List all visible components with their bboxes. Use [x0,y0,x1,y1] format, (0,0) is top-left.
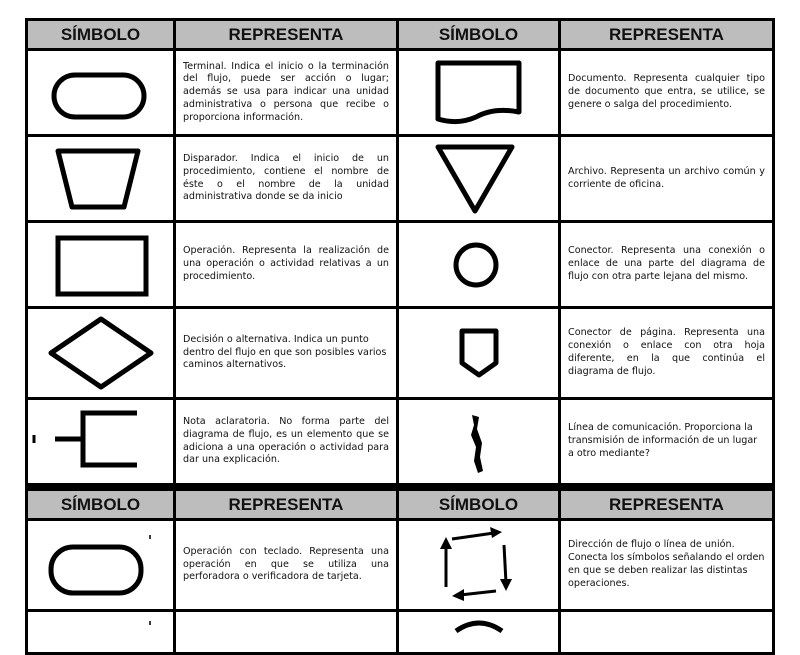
symbol-cell [399,223,558,306]
file-triangle-icon [424,141,534,217]
description-cell: Línea de comunicación. Proporciona la transmisión de información de un lugar a otro mediante? [561,400,772,483]
symbol-cell [28,521,173,609]
symbols-sheet [25,18,775,630]
symbol-cell [28,137,173,220]
header-represents: REPRESENTA [176,21,396,48]
symbol-cell [399,309,558,397]
symbol-cell [399,51,558,134]
symbol-cell [399,521,558,609]
partial-symbol-icon [41,617,161,647]
description-cell: Disparador. Indica el inicio de un procedimiento, contiene el nombre de éste o el nombre de la unidad administrativa donde se da inicio [176,137,396,220]
table-row [28,309,772,397]
symbol-cell [28,612,173,652]
symbol-cell [399,400,558,483]
description-cell [176,612,396,652]
description-cell: Operación con teclado. Representa una operación en que se utiliza una perforadora o verificadora de tarjeta. [176,521,396,609]
description-cell: Operación. Representa la realización de una operación o actividad relativas a un procedimiento. [176,223,396,306]
header-represents: REPRESENTA [561,21,772,48]
description-cell: Terminal. Indica el inicio o la terminación del flujo, puede ser acción o lugar; además se usa para indicar una unidad administrativa o persona que recibe o proporciona información. [176,51,396,134]
symbol-cell [28,223,173,306]
table-row [28,223,772,306]
flow-direction-arrows-icon [424,525,534,605]
table-row [28,612,772,652]
partial-circle-icon [424,617,534,647]
annotation-bracket-icon [31,407,171,477]
header-symbol: SÍMBOLO [399,21,558,48]
description-cell: Conector de página. Representa una conexión o enlace con otra hoja diferente, en la que continúa el diagrama de flujo. [561,309,772,397]
description-cell: Dirección de flujo o línea de unión. Conecta los símbolos señalando el orden en que se deben realizar las distintas operaciones. [561,521,772,609]
symbols-table-1 [25,18,775,486]
description-cell: Nota aclaratoria. No forma parte del diagrama de flujo, es un elemento que se adiciona a una operación o actividad para dar una explicación. [176,400,396,483]
description-cell: Conector. Representa una conexión o enlace de una parte del diagrama de flujo con otra parte lejana del mismo. [561,223,772,306]
header-represents: REPRESENTA [176,491,396,518]
operation-rectangle-icon [46,230,156,300]
symbol-cell [399,137,558,220]
header-symbol: SÍMBOLO [28,491,173,518]
trigger-trapezoid-icon [46,143,156,215]
table-row [28,521,772,609]
description-cell [561,612,772,652]
terminal-icon [46,63,156,123]
header-symbol: SÍMBOLO [28,21,173,48]
header-row [28,21,772,48]
table-row [28,400,772,483]
table-row [28,137,772,220]
description-cell: Decisión o alternativa. Indica un punto dentro del flujo en que son posibles varios caminos alternativos. [176,309,396,397]
symbol-cell [28,400,173,483]
symbol-cell [28,309,173,397]
header-represents: REPRESENTA [561,491,772,518]
header-row [28,491,772,518]
document-icon [424,55,534,130]
decision-diamond-icon [41,313,161,393]
symbol-cell [28,51,173,134]
description-cell: Archivo. Representa un archivo común y corriente de oficina. [561,137,772,220]
keyboard-operation-icon [41,529,161,601]
symbol-cell [399,612,558,652]
connector-circle-icon [424,235,534,295]
header-symbol: SÍMBOLO [399,491,558,518]
communication-line-icon [424,407,534,477]
page-connector-icon [424,323,534,383]
table-row [28,51,772,134]
description-cell: Documento. Representa cualquier tipo de documento que entra, se utilice, se genere o salga del procedimiento. [561,51,772,134]
